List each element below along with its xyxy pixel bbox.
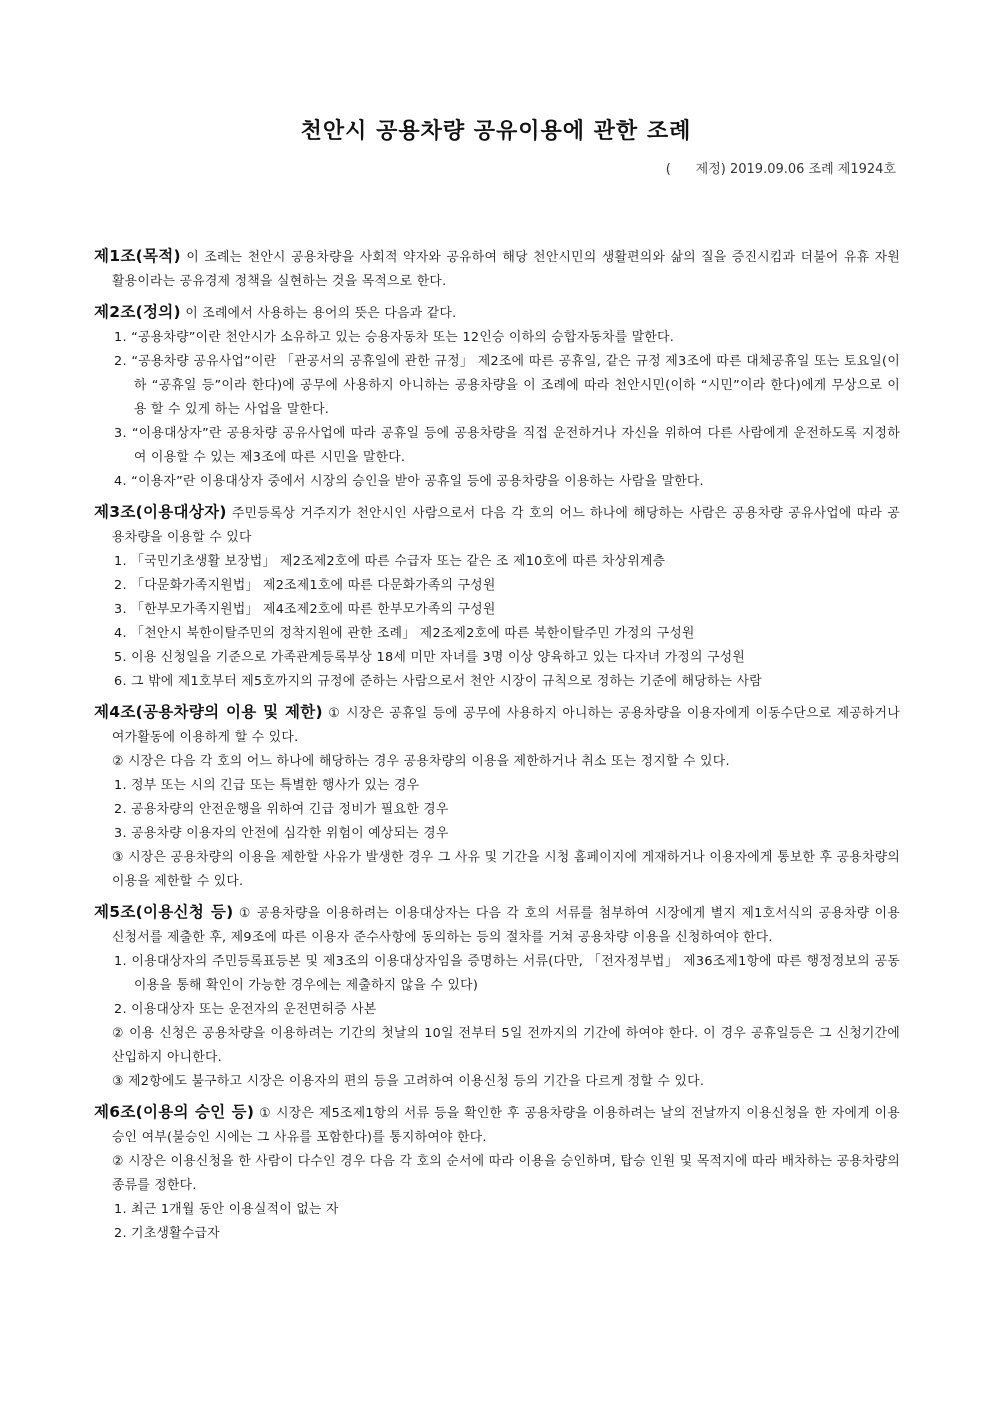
article-3-label: 제3조(이용대상자)	[94, 503, 227, 521]
article-5-item: 1. 이용대상자의 주민등록표등본 및 제3조의 이용대상자임을 증명하는 서류(다만, 「전자정부법」 제36조제1항에 따른 행정정보의 공동이용을 통해 확인이 가능한 경우에는 제출하지 않을 수 있다)	[114, 954, 900, 993]
article-5	[94, 900, 900, 1094]
article-2-item: 4. “이용자”란 이용대상자 중에서 시장의 승인을 받아 공휴일 등에 공용차량을 이용하는 사람을 말한다.	[114, 474, 704, 489]
ordinance-body	[94, 244, 900, 1252]
enactment-info: ( 제정) 2019.09.06 조례 제1924호	[665, 162, 896, 177]
article-4-item: 2. 공용차량의 안전운행을 위하여 긴급 정비가 필요한 경우	[114, 802, 449, 817]
article-6-text	[94, 1100, 900, 1150]
article-4-item: 1. 정부 또는 시의 긴급 또는 특별한 행사가 있는 경우	[114, 778, 420, 793]
article-6-paragraph: ② 시장은 이용신청을 한 사람이 다수인 경우 다음 각 호의 순서에 따라 이용을 승인하며, 탑승 인원 및 목적지에 따라 배차하는 공용차량의 종류를 정한다.	[112, 1154, 900, 1193]
article-1-label: 제1조(목적)	[94, 247, 181, 265]
article-5-item: 2. 이용대상자 또는 운전자의 운전면허증 사본	[114, 1002, 377, 1017]
article-4-label: 제4조(공용차량의 이용 및 제한)	[94, 703, 323, 721]
article-5-paragraph: ② 이용 신청은 공용차량을 이용하려는 기간의 첫날의 10일 전부터 5일 전까지의 기간에 하여야 한다. 이 경우 공휴일등은 그 신청기간에 산입하지 아니한다.	[112, 1026, 900, 1065]
article-1-body: 이 조례는 천안시 공용차량을 사회적 약자와 공유하여 해당 천안시민의 생활편의와 삶의 질을 증진시킴과 더불어 유휴 자원 활용이라는 공유경제 정책을 실현하는 것을 목적으로 한다.	[112, 250, 900, 289]
article-5-body: ① 공용차량을 이용하려는 이용대상자는 다음 각 호의 서류를 첨부하여 시장에게 별지 제1호서식의 공용차량 이용 신청서를 제출한 후, 제9조에 따른 이용자 준수사항에 동의하는 등의 절차를 거쳐 공용차량 이용을 신청하여야 한다.	[112, 906, 900, 945]
article-4-paragraph: ② 시장은 다음 각 호의 어느 하나에 해당하는 경우 공용차량의 이용을 제한하거나 취소 또는 정지할 수 있다.	[112, 754, 730, 769]
article-5-text	[94, 900, 900, 950]
article-3-item: 6. 그 밖에 제1호부터 제5호까지의 규정에 준하는 사람으로서 천안 시장이 규칙으로 정하는 기준에 해당하는 사람	[114, 674, 762, 689]
article-4-body: ① 시장은 공휴일 등에 공무에 사용하지 아니하는 공용차량을 이용자에게 이동수단으로 제공하거나 여가활동에 이용하게 할 수 있다.	[112, 706, 900, 745]
article-2-label: 제2조(정의)	[94, 303, 181, 321]
article-3-item: 2. 「다문화가족지원법」 제2조제1호에 따른 다문화가족의 구성원	[114, 578, 496, 593]
article-1	[94, 244, 900, 294]
article-3-text	[94, 500, 900, 550]
article-3-item: 1. 「국민기초생활 보장법」 제2조제2호에 따른 수급자 또는 같은 조 제10호에 따른 차상위계층	[114, 554, 666, 569]
article-3-item: 5. 이용 신청일을 기준으로 가족관계등록부상 18세 미만 자녀를 3명 이상 양육하고 있는 다자녀 가정의 구성원	[114, 650, 746, 665]
article-5-paragraph: ③ 제2항에도 불구하고 시장은 이용자의 편의 등을 고려하여 이용신청 등의 기간을 다르게 정할 수 있다.	[112, 1074, 705, 1089]
article-2-item: 2. “공용차량 공유사업”이란 「관공서의 공휴일에 관한 규정」 제2조에 따른 공휴일, 같은 규정 제3조에 따른 대체공휴일 또는 토요일(이하 “공휴일 등”이라 한다)에 공무에 사용하지 아니하는 공용차량을 이 조례에 따라 천안시민(이하 “시민”이라 한다)에게 무상으로 이용 할 수 있게 하는 사업을 말한다.	[114, 354, 900, 417]
article-2	[94, 300, 900, 494]
article-3-item: 3. 「한부모가족지원법」 제4조제2호에 따른 한부모가족의 구성원	[114, 602, 496, 617]
article-1-text	[94, 244, 900, 294]
article-2-body: 이 조례에서 사용하는 용어의 뜻은 다음과 같다.	[180, 306, 457, 321]
article-4-text	[94, 700, 900, 750]
article-6	[94, 1100, 900, 1246]
article-4-item: 3. 공용차량 이용자의 안전에 심각한 위험이 예상되는 경우	[114, 826, 449, 841]
article-4-paragraph: ③ 시장은 공용차량의 이용을 제한할 사유가 발생한 경우 그 사유 및 기간을 시청 홈페이지에 게재하거나 이용자에게 통보한 후 공용차량의 이용을 제한할 수 있다.	[112, 850, 900, 889]
article-5-label: 제5조(이용신청 등)	[94, 903, 234, 921]
article-3	[94, 500, 900, 694]
document-title: 천안시 공용차량 공유이용에 관한 조례	[300, 119, 692, 144]
article-2-text	[94, 300, 900, 326]
article-2-item: 1. “공용차량”이란 천안시가 소유하고 있는 승용자동차 또는 12인승 이하의 승합자동차를 말한다.	[114, 330, 675, 345]
article-2-item: 3. “이용대상자”란 공용차량 공유사업에 따라 공휴일 등에 공용차량을 직접 운전하거나 자신을 위하여 다른 사람에게 운전하도록 지정하여 이용할 수 있는 제3조에 따른 시민을 말한다.	[114, 426, 900, 465]
article-4	[94, 700, 900, 894]
article-6-body: ① 시장은 제5조제1항의 서류 등을 확인한 후 공용차량을 이용하려는 날의 전날까지 이용신청을 한 자에게 이용승인 여부(불승인 시에는 그 사유를 포함한다)를 통지하여야 한다.	[112, 1106, 900, 1145]
article-6-item: 2. 기초생활수급자	[114, 1226, 220, 1241]
article-3-body: 주민등록상 거주지가 천안시인 사람으로서 다음 각 호의 어느 하나에 해당하는 사람은 공용차량 공유사업에 따라 공용차량을 이용할 수 있다	[112, 506, 900, 545]
article-3-item: 4. 「천안시 북한이탈주민의 정착지원에 관한 조례」 제2조제2호에 따른 북한이탈주민 가정의 구성원	[114, 626, 695, 641]
article-6-label: 제6조(이용의 승인 등)	[94, 1103, 255, 1121]
article-6-item: 1. 최근 1개월 동안 이용실적이 없는 자	[114, 1202, 339, 1217]
